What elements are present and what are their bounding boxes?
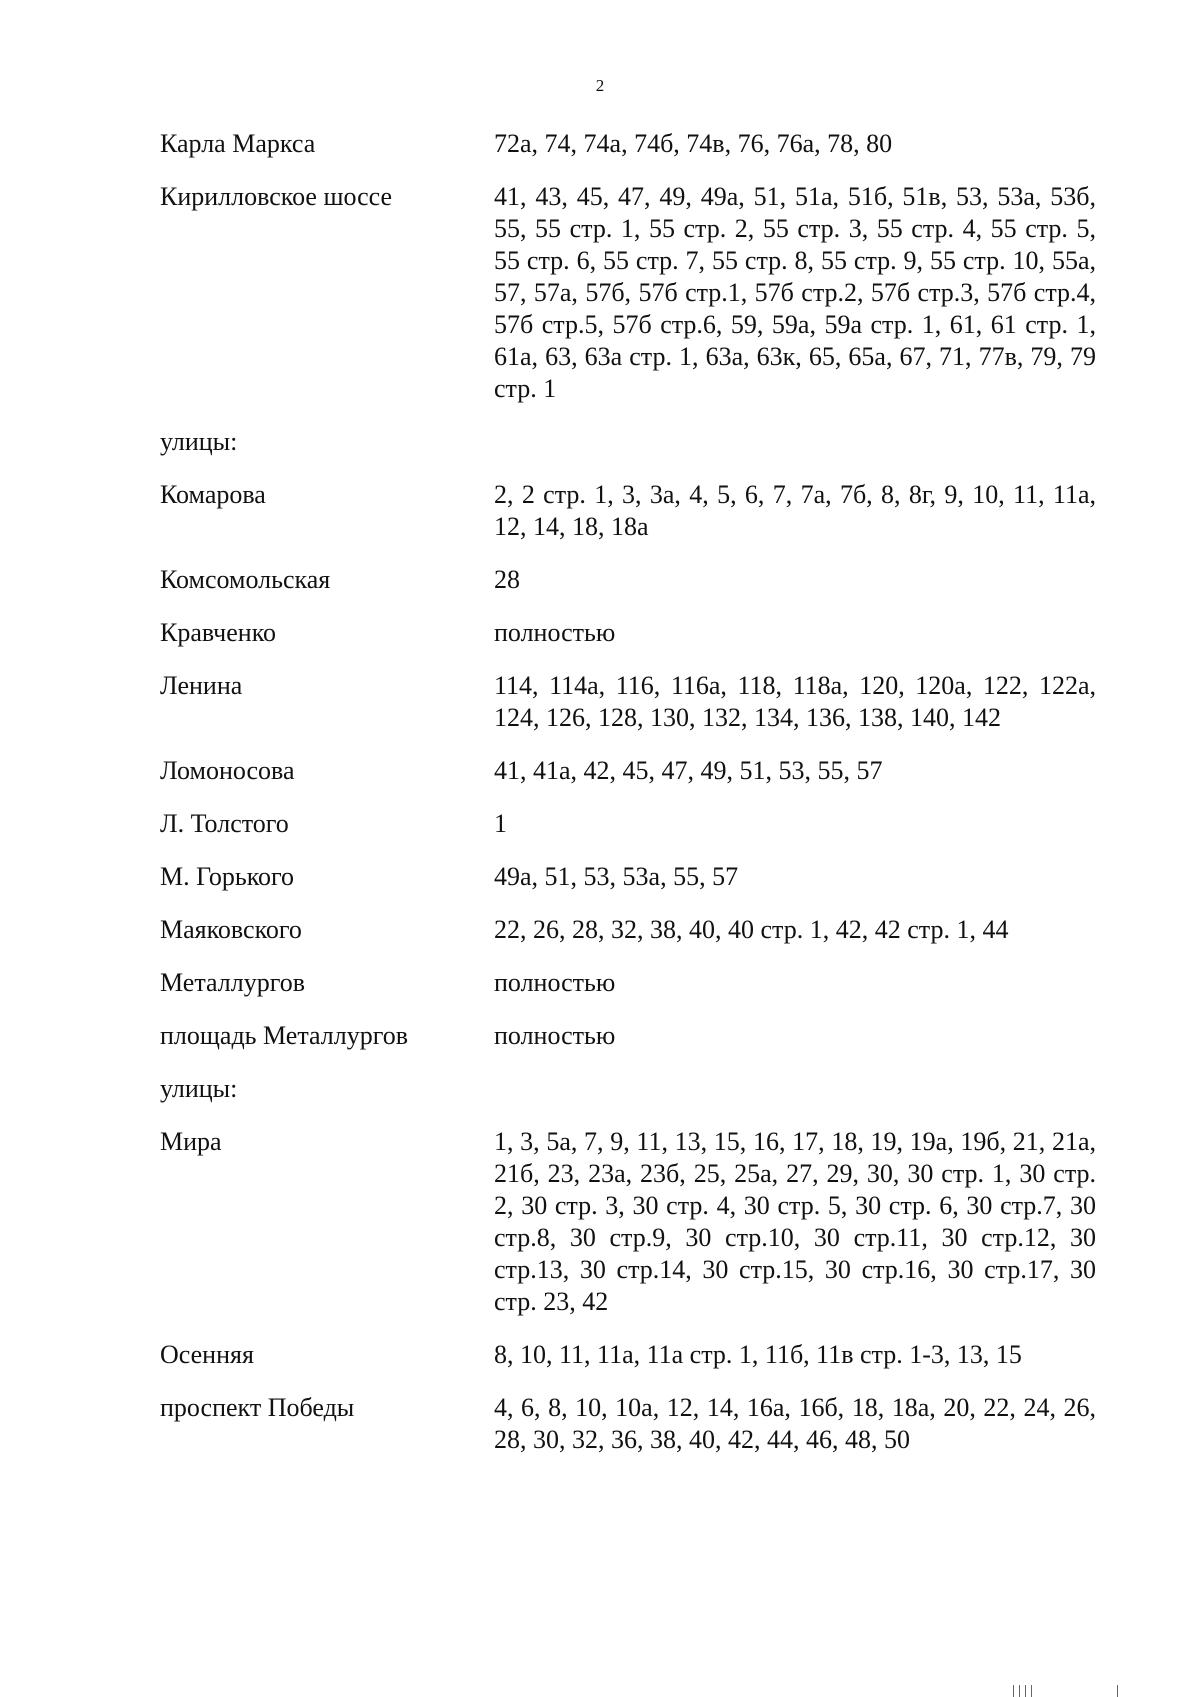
house-numbers: 2, 2 стр. 1, 3, 3а, 4, 5, 6, 7, 7а, 7б, 8, 8г, 9, 10, 11, 11а, 12, 14, 18, 18а xyxy=(494,480,1096,541)
street-name: М. Горького xyxy=(160,862,295,891)
scan-mark xyxy=(1019,1685,1020,1697)
street-name: Комсомольская xyxy=(160,565,331,594)
house-numbers: 4, 6, 8, 10, 10а, 12, 14, 16а, 16б, 18, 18а, 20, 22, 24, 26, 28, 30, 32, 36, 38, 40, 42, 44, 46, 48, 50 xyxy=(494,1393,1096,1454)
house-numbers: 8, 10, 11, 11а, 11а стр. 1, 11б, 11в стр. 1-3, 13, 15 xyxy=(494,1340,1022,1369)
house-numbers: 114, 114а, 116, 116а, 118, 118а, 120, 120а, 122, 122а, 124, 126, 128, 130, 132, 134, 136, 138, 140, 142 xyxy=(494,671,1096,732)
page-number: 2 xyxy=(595,76,605,95)
scan-edge-marks xyxy=(1000,1673,1200,1697)
section-label: улицы: xyxy=(160,1074,238,1103)
house-numbers: 1 xyxy=(494,809,507,838)
street-row xyxy=(0,564,1200,596)
street-row xyxy=(0,479,1200,543)
scan-mark xyxy=(1013,1685,1014,1697)
street-name: Кравченко xyxy=(160,618,277,647)
house-numbers: 49а, 51, 53, 53а, 55, 57 xyxy=(494,862,739,891)
house-numbers: 72а, 74, 74а, 74б, 74в, 76, 76а, 78, 80 xyxy=(494,129,893,158)
street-row xyxy=(0,1339,1200,1371)
house-numbers: 41, 41а, 42, 45, 47, 49, 51, 53, 55, 57 xyxy=(494,756,883,785)
street-name: Комарова xyxy=(160,480,266,509)
street-name: Л. Толстого xyxy=(160,809,289,838)
house-numbers: полностью xyxy=(494,1021,616,1050)
house-numbers: 22, 26, 28, 32, 38, 40, 40 стр. 1, 42, 42 стр. 1, 44 xyxy=(494,915,1009,944)
street-name: Ленина xyxy=(160,671,243,700)
street-name: Осенняя xyxy=(160,1340,254,1369)
street-name: Ломоносова xyxy=(160,756,295,785)
house-numbers: 1, 3, 5а, 7, 9, 11, 13, 15, 16, 17, 18, 19, 19а, 19б, 21, 21а, 21б, 23, 23а, 23б, 25, 25а, 27, 29, 30, 30 стр. 1, 30 стр. 2, 30 стр. 3, 30 стр. 4, 30 стр. 5, 30 стр. 6, 30 стр.7, 30 стр.8, 30 стр.9, 30 стр.10, 30 стр.11, 30 стр.12, 30 стр.13, 30 стр.14, 30 стр.15, 30 стр.16, 30 стр.17, 30 стр. 23, 42 xyxy=(494,1127,1096,1316)
street-row xyxy=(0,755,1200,787)
house-numbers: 28 xyxy=(494,565,520,594)
street-row xyxy=(0,808,1200,840)
street-row xyxy=(0,181,1200,405)
street-row xyxy=(0,1126,1200,1318)
street-name: Кирилловское шоссе xyxy=(160,182,393,211)
street-row xyxy=(0,914,1200,946)
street-name: Маяковского xyxy=(160,915,302,944)
scan-mark xyxy=(1031,1685,1032,1697)
street-row xyxy=(0,861,1200,893)
street-row xyxy=(0,670,1200,734)
street-row xyxy=(0,617,1200,649)
street-row xyxy=(0,1020,1200,1052)
scan-mark xyxy=(1025,1685,1026,1697)
house-numbers: полностью xyxy=(494,618,616,647)
scan-mark xyxy=(1117,1685,1118,1697)
address-list xyxy=(0,128,1200,1477)
street-name: Мира xyxy=(160,1127,222,1156)
section-label: улицы: xyxy=(160,427,238,456)
street-name: площадь Металлургов xyxy=(160,1021,409,1050)
street-name: проспект Победы xyxy=(160,1393,355,1422)
street-name: Металлургов xyxy=(160,968,306,997)
street-row xyxy=(0,1392,1200,1456)
street-row xyxy=(0,128,1200,160)
street-name: Карла Маркса xyxy=(160,129,316,158)
street-row xyxy=(0,967,1200,999)
house-numbers: 41, 43, 45, 47, 49, 49а, 51, 51а, 51б, 51в, 53, 53а, 53б, 55, 55 стр. 1, 55 стр. 2, 55 стр. 3, 55 стр. 4, 55 стр. 5, 55 стр. 6, 55 стр. 7, 55 стр. 8, 55 стр. 9, 55 стр. 10, 55а, 57, 57а, 57б, 57б стр.1, 57б стр.2, 57б стр.3, 57б стр.4, 57б стр.5, 57б стр.6, 59, 59а, 59а стр. 1, 61, 61 стр. 1, 61а, 63, 63а стр. 1, 63а, 63к, 65, 65а, 67, 71, 77в, 79, 79 стр. 1 xyxy=(494,182,1096,403)
house-numbers: полностью xyxy=(494,968,616,997)
